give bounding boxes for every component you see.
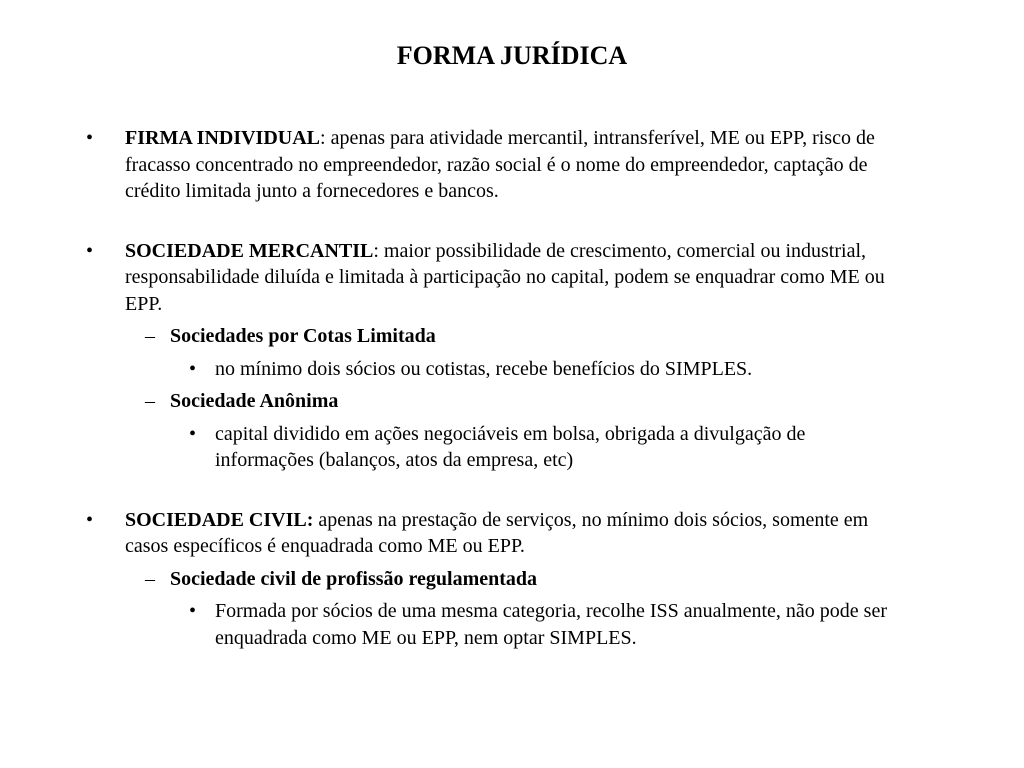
dash-marker: – bbox=[145, 325, 155, 347]
list-item-sociedade-mercantil bbox=[0, 238, 905, 318]
sub-item-sociedade-anonima bbox=[0, 388, 900, 415]
item-text: : apenas para atividade mercantil, intransferível, ME ou EPP, risco de fracasso concentrado no empreendedor, razão social é o nome do empreendedor, captação de crédito limitada junto a fornecedores e bancos. bbox=[125, 127, 875, 202]
bullet-marker: • bbox=[189, 422, 197, 445]
bullet-marker: • bbox=[189, 600, 197, 622]
sub-item-title: Sociedade Anônima bbox=[170, 390, 339, 412]
list-item-firma-individual bbox=[0, 125, 905, 205]
detail-item-cotas-limitada bbox=[0, 356, 905, 383]
detail-item-sociedade-anonima bbox=[0, 421, 905, 474]
list-item-sociedade-civil bbox=[0, 507, 905, 560]
item-text: apenas na prestação de serviços, no mínimo dois sócios, somente em casos específicos é enquadrada como ME ou EPP. bbox=[125, 508, 869, 557]
item-term: FIRMA INDIVIDUAL bbox=[125, 127, 321, 149]
detail-text: Formada por sócios de uma mesma categoria, recolhe ISS anualmente, não pode ser enquadrada como ME ou EPP, nem optar SIMPLES. bbox=[215, 600, 888, 649]
bullet-marker: • bbox=[86, 127, 94, 149]
slide-content bbox=[0, 125, 1024, 651]
bullet-marker: • bbox=[86, 239, 94, 262]
detail-text: no mínimo dois sócios ou cotistas, recebe benefícios do SIMPLES. bbox=[215, 357, 753, 380]
sub-item-title: Sociedade civil de profissão regulamentada bbox=[170, 567, 538, 590]
dash-marker: – bbox=[145, 567, 155, 590]
item-text: : maior possibilidade de crescimento, comercial ou industrial, responsabilidade diluída e limitada à participação no capital, podem se enquadrar como ME ou EPP. bbox=[125, 239, 885, 315]
item-term: SOCIEDADE MERCANTIL bbox=[125, 239, 374, 262]
detail-item-profissao-regulamentada bbox=[0, 598, 905, 651]
bullet-marker: • bbox=[86, 508, 94, 531]
dash-marker: – bbox=[145, 390, 155, 412]
detail-text: capital dividido em ações negociáveis em bolsa, obrigada a divulgação de informações (balanços, atos da empresa, etc) bbox=[215, 422, 806, 471]
item-term: SOCIEDADE CIVIL: bbox=[125, 508, 314, 531]
sub-item-cotas-limitada bbox=[0, 323, 900, 350]
sub-item-title: Sociedades por Cotas Limitada bbox=[170, 325, 436, 347]
bullet-marker: • bbox=[189, 357, 197, 380]
sub-item-profissao-regulamentada bbox=[0, 566, 900, 593]
slide-title: FORMA JURÍDICA bbox=[396, 41, 628, 70]
